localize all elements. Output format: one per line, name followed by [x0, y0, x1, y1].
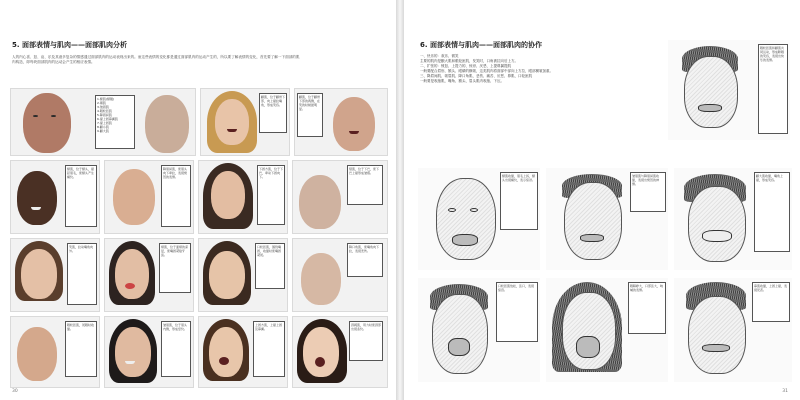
muscle-note: 笑肌，拉动嘴角向外。	[67, 243, 97, 305]
face	[113, 169, 155, 225]
muscle-note: 颈阔肌，用力时使颈部出现条纹。	[349, 321, 383, 361]
face	[303, 327, 339, 377]
face-photo-cell	[10, 316, 100, 388]
face	[299, 175, 341, 229]
anatomy-figure	[10, 88, 196, 156]
puckered-lips	[125, 283, 135, 289]
sketch-note: 鼻肌收缩，上唇上提，表现厌恶。	[752, 282, 790, 322]
face-photo-cell	[294, 88, 388, 156]
sketch-angry-bald	[418, 168, 540, 270]
face-photo-cell	[10, 238, 100, 312]
sketch-face	[564, 182, 622, 260]
sketch-note: 皱眉肌与降眉间肌收缩，表现出愤怒的神情。	[630, 172, 666, 212]
open-mouth	[315, 357, 325, 367]
anatomy-eye	[33, 115, 38, 117]
teeth	[31, 207, 41, 210]
sketch-mouth	[580, 234, 604, 242]
sketch-face	[436, 178, 496, 260]
face-photo-cell	[198, 160, 288, 234]
sketch-face	[688, 296, 746, 374]
sketch-smiling-man	[668, 40, 790, 140]
sketch-eye	[448, 208, 456, 212]
muscle-note: 颏肌，位于下巴，使下巴上提形成皱褶。	[347, 165, 383, 205]
face-photo-cell	[104, 160, 194, 234]
muscle-note: 颧肌，位于颧骨下部的两侧，在笑的时候最明显。	[297, 93, 323, 137]
page-number-left: 30	[12, 389, 18, 394]
muscle-note: 口轮匝肌，围绕嘴唇，收缩时使嘴唇紧闭。	[255, 243, 285, 289]
sketch-shouting-man	[418, 278, 540, 382]
muscle-note: 上唇方肌，上提上唇及鼻翼。	[253, 321, 285, 377]
face-photo-cell	[198, 316, 288, 388]
face	[209, 327, 243, 377]
sketch-mouth	[702, 344, 730, 352]
right-page	[404, 0, 800, 400]
face-photo-cell	[198, 238, 288, 312]
sketch-note: 颧大肌收缩，嘴角上提，形成笑容。	[754, 172, 790, 252]
anatomy-head-front	[23, 93, 71, 153]
left-page-title: 5. 面部表情与肌肉——面部肌肉分析	[12, 41, 127, 49]
muscle-note: 皱眉肌，位于眉头内侧，形成竖纹。	[161, 321, 191, 377]
left-page	[0, 0, 396, 400]
face	[209, 251, 245, 299]
anatomy-eye	[51, 115, 56, 117]
sketch-frowning-man	[546, 168, 668, 270]
face-photo-cell	[292, 238, 388, 312]
face	[215, 99, 249, 145]
book-gutter	[396, 0, 404, 400]
face	[17, 327, 57, 381]
face-photo-cell	[104, 238, 194, 312]
muscle-note: 额肌，位于额头，提起眉毛，使额头产生横纹。	[65, 165, 97, 227]
face-photo-cell	[10, 160, 100, 234]
sketch-mouth	[452, 234, 478, 246]
face	[211, 171, 245, 219]
sketch-note: 口轮匝肌放松，张口，表现惊恐。	[496, 282, 538, 342]
sketch-open-mouth	[448, 338, 470, 356]
muscle-note: 颧肌，位于颧骨下部，向上提拉嘴角，形成笑容。	[259, 93, 287, 133]
sketch-note: 眼轮匝肌和颧肌共同运动，形成眯眼的笑容，表现出快乐的表情。	[758, 44, 788, 134]
sketch-grin	[702, 230, 732, 242]
face-photo-cell	[292, 160, 388, 234]
sketch-face	[688, 186, 746, 262]
muscle-note: 降眉间肌，使眉头向下牵拉，表现愤怒的表情。	[161, 165, 191, 227]
muscle-note: 降口角肌，使嘴角向下拉，表现悲伤。	[347, 243, 383, 277]
face-photo-cell	[292, 316, 388, 388]
muscle-note: 颊肌，位于面颊的深层，使嘴唇紧贴牙齿。	[159, 243, 191, 293]
smile	[227, 129, 237, 132]
face	[333, 97, 375, 151]
anatomy-head-side	[145, 95, 189, 153]
face	[115, 249, 149, 299]
muscle-note: 下唇方肌，位于下巴，牵动下唇向下。	[257, 165, 285, 225]
sketch-face	[562, 292, 616, 370]
page-number-right: 31	[782, 389, 788, 394]
muscle-note: 眼轮匝肌，闭眼时收缩。	[65, 321, 97, 377]
face	[301, 253, 341, 305]
face-photo-cell	[200, 88, 290, 156]
sketch-smile	[698, 104, 722, 112]
face-photo-cell	[104, 316, 194, 388]
sketch-disgusted-man	[674, 278, 792, 382]
face	[17, 171, 57, 225]
sketch-laughing-man	[674, 168, 792, 270]
sketch-face	[432, 294, 488, 374]
cooperation-list: 一、快乐的：欢乐、微笑 主要的肌肉是颧大肌和眼轮匝肌，发笑时，口角被拉向后上方。 二、扩张的：愤怒、上提力的、惊讶、厌恶、上提鼻翼提肌 一般要配合眉形，额头、眼睛的横皱，这类肌肉将面部中部向上方拉，眼部横皱加重。 三、降眉间肌、皱眉肌、降口角肌、悲伤、痛苦、厌恶、鼻肌、口轮匝肌 一般要是收缩肌，嘴角、额头、眉头肌肉收缩、下压。	[420, 54, 553, 83]
open-mouth	[219, 357, 229, 365]
sketch-screaming-woman	[546, 278, 668, 382]
right-page-title: 6. 面部表情与肌肉——面部肌肉的协作	[420, 41, 542, 49]
sketch-face	[684, 56, 738, 128]
sketch-open-mouth	[576, 336, 600, 358]
sketch-note: 眼睛睁大，口部张大，呐喊的表情。	[628, 282, 666, 334]
sketch-note: 额肌收缩，眉毛上扬，额头出现横纹，表示惊讶。	[500, 172, 538, 230]
face	[115, 327, 151, 377]
muscle-label-list: 1.额肌(额腹) 2.颞肌 3.皱眉肌 4.眼轮匝肌 5.降眉间肌 6.提上唇鼻翼肌 7.提上唇肌 8.颧小肌 9.颧大肌	[95, 95, 135, 149]
left-page-intro: 人的内心喜、怒、哀、乐及其诸多复杂的情感通过面部肌肉的运动表现出来的。而这些表情的变化都是通过面部肌肉的运动产生的，所以要了解表情的变化，首先要了解一下面部的肌肉构造，即每块面部肌肉的运动会产生的相应表情。	[12, 55, 300, 64]
clenched-teeth	[125, 361, 135, 364]
face	[21, 249, 57, 299]
smile	[349, 131, 359, 134]
sketch-eye	[470, 208, 478, 212]
